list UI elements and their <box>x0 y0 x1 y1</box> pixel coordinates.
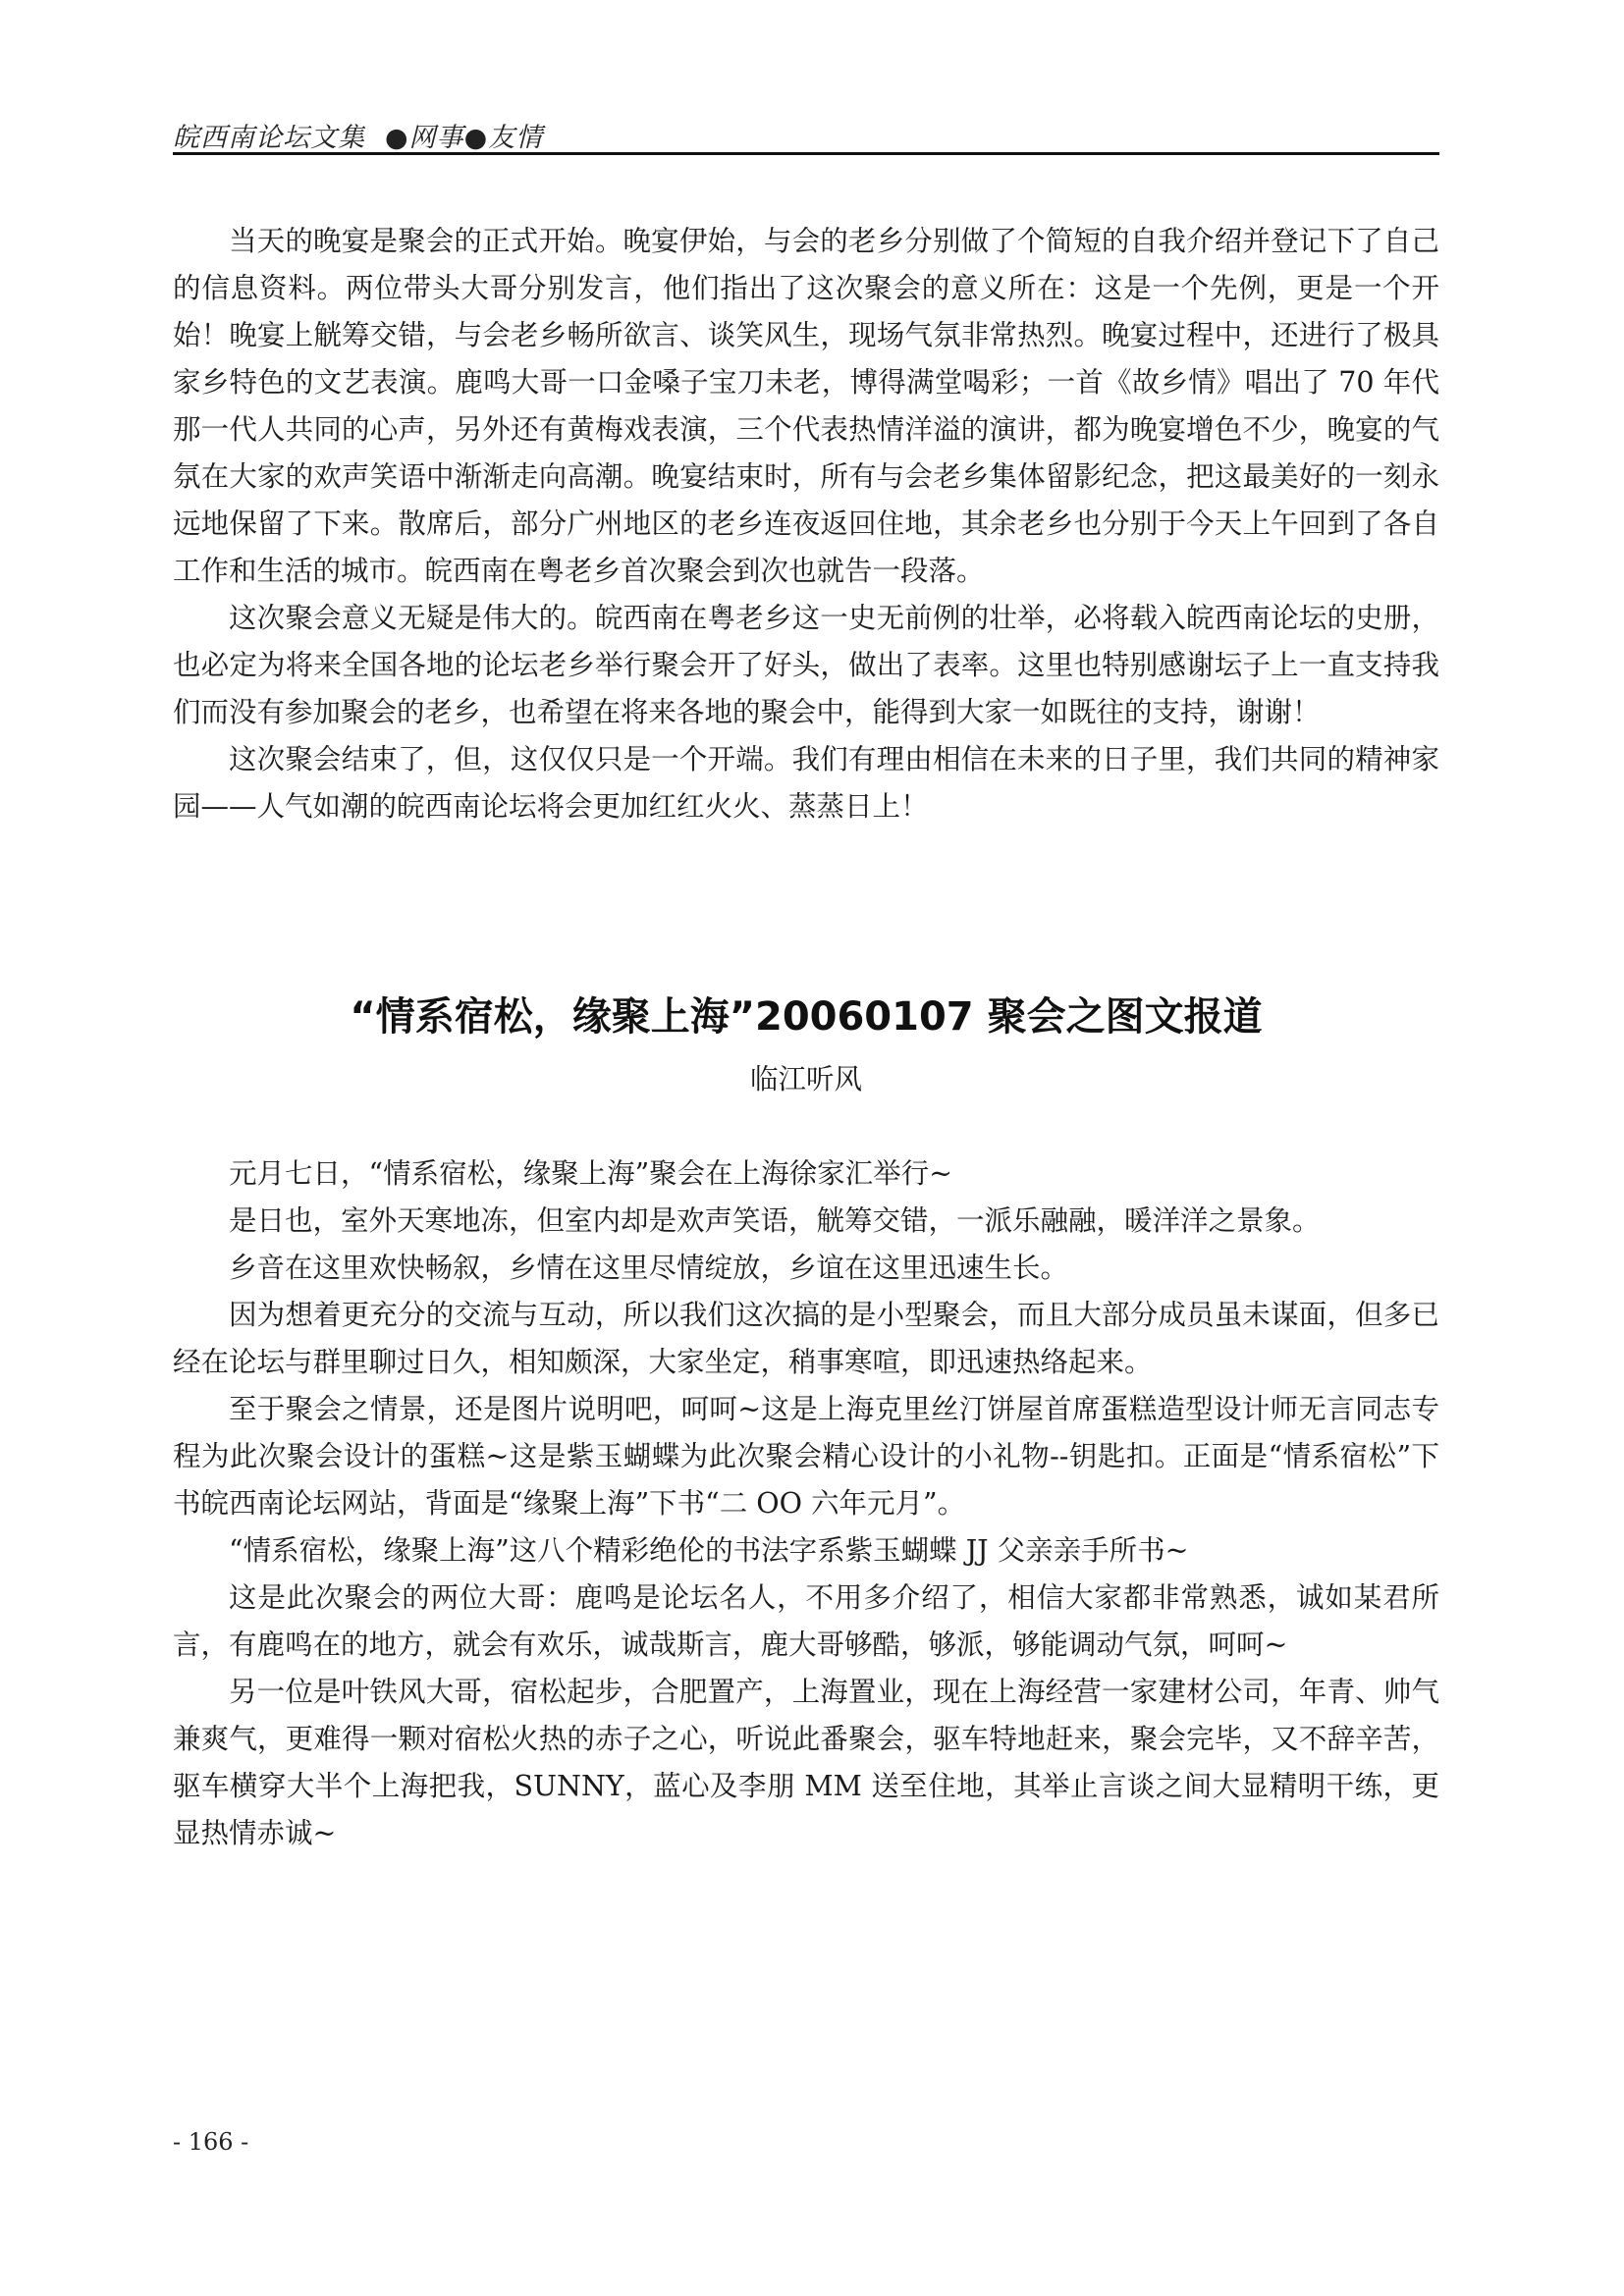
page-number: - 166 - <box>173 2128 249 2156</box>
paragraph: 元月七日，“情系宿松，缘聚上海”聚会在上海徐家汇举行~ <box>229 1157 953 1190</box>
paragraph: 是日也，室外天寒地冻，但室内却是欢声笑语，觥筹交错，一派乐融融，暖洋洋之景象。 <box>229 1204 1321 1237</box>
header-rule <box>173 152 1439 155</box>
header-section-2: ●友情 <box>463 123 544 153</box>
section-gap <box>173 830 1439 988</box>
paragraph: 至于聚会之情景，还是图片说明吧，呵呵~这是上海克里丝汀饼屋首席蛋糕造型设计师无言同志专程为此次聚会设计的蛋糕~这是紫玉蝴蝶为此次聚会精心设计的小礼物--钥匙扣。正面是“情系宿松”下书皖西南论坛网站，背面是“缘聚上海”下书“二 OO 六年元月”。 <box>173 1393 1439 1520</box>
running-header <box>173 116 1439 153</box>
paragraph: 当天的晚宴是聚会的正式开始。晚宴伊始，与会的老乡分别做了个简短的自我介绍并登记下了自己的信息资料。两位带头大哥分别发言，他们指出了这次聚会的意义所在：这是一个先例，更是一个开始！晚宴上觥筹交错，与会老乡畅所欲言、谈笑风生，现场气氛非常热烈。晚宴过程中，还进行了极具家乡特色的文艺表演。鹿鸣大哥一口金嗓子宝刀未老，博得满堂喝彩；一首《故乡情》唱出了 70 年代那一代人共同的心声，另外还有黄梅戏表演，三个代表热情洋溢的演讲，都为晚宴增色不少，晚宴的气氛在大家的欢声笑语中渐渐走向高潮。晚宴结束时，所有与会老乡集体留影纪念，把这最美好的一刻永远地保留了下来。散席后，部分广州地区的老乡连夜返回住地，其余老乡也分别于今天上午回到了各自工作和生活的城市。皖西南在粤老乡首次聚会到次也就告一段落。 <box>173 225 1439 587</box>
paragraph: 因为想着更充分的交流与互动，所以我们这次搞的是小型聚会，而且大部分成员虽未谋面，但多已经在论坛与群里聊过日久，相知颇深，大家坐定，稍事寒喧，即迅速热络起来。 <box>173 1299 1439 1378</box>
paragraph: 另一位是叶铁风大哥，宿松起步，合肥置产，上海置业，现在上海经营一家建材公司，年青、帅气兼爽气，更难得一颗对宿松火热的赤子之心，听说此番聚会，驱车特地赶来，聚会完毕，又不辞辛苦，驱车横穿大半个上海把我，SUNNY，蓝心及李朋 MM 送至住地，其举止言谈之间大显精明干练，更显热情赤诚~ <box>173 1676 1439 1849</box>
previous-article-ending <box>173 218 1439 830</box>
header-section-1: ●网事 <box>385 123 464 153</box>
paragraph: 这次聚会结束了，但，这仅仅只是一个开端。我们有理由相信在未来的日子里，我们共同的精神家园——人气如潮的皖西南论坛将会更加红红火火、蒸蒸日上！ <box>173 743 1439 823</box>
paragraph: 这是此次聚会的两位大哥：鹿鸣是论坛名人，不用多介绍了，相信大家都非常熟悉，诚如某君所言，有鹿鸣在的地方，就会有欢乐，诚哉斯言，鹿大哥够酷，够派，够能调动气氛，呵呵~ <box>173 1581 1439 1661</box>
article <box>173 988 1439 1857</box>
book-title: 皖西南论坛文集 <box>173 123 365 153</box>
article-author: 临江听风 <box>749 1063 862 1095</box>
paragraph: 乡音在这里欢快畅叙，乡情在这里尽情绽放，乡谊在这里迅速生长。 <box>229 1252 1069 1284</box>
paragraph: 这次聚会意义无疑是伟大的。皖西南在粤老乡这一史无前例的壮举，必将载入皖西南论坛的史册，也必定为将来全国各地的论坛老乡举行聚会开了好头，做出了表率。这里也特别感谢坛子上一直支持我们而没有参加聚会的老乡，也希望在将来各地的聚会中，能得到大家一如既往的支持，谢谢！ <box>173 602 1439 728</box>
page-content <box>173 218 1439 1857</box>
article-title: “情系宿松，缘聚上海”20060107 聚会之图文报道 <box>350 994 1263 1040</box>
paragraph: “情系宿松，缘聚上海”这八个精彩绝伦的书法字系紫玉蝴蝶 JJ 父亲亲手所书~ <box>229 1534 1189 1567</box>
